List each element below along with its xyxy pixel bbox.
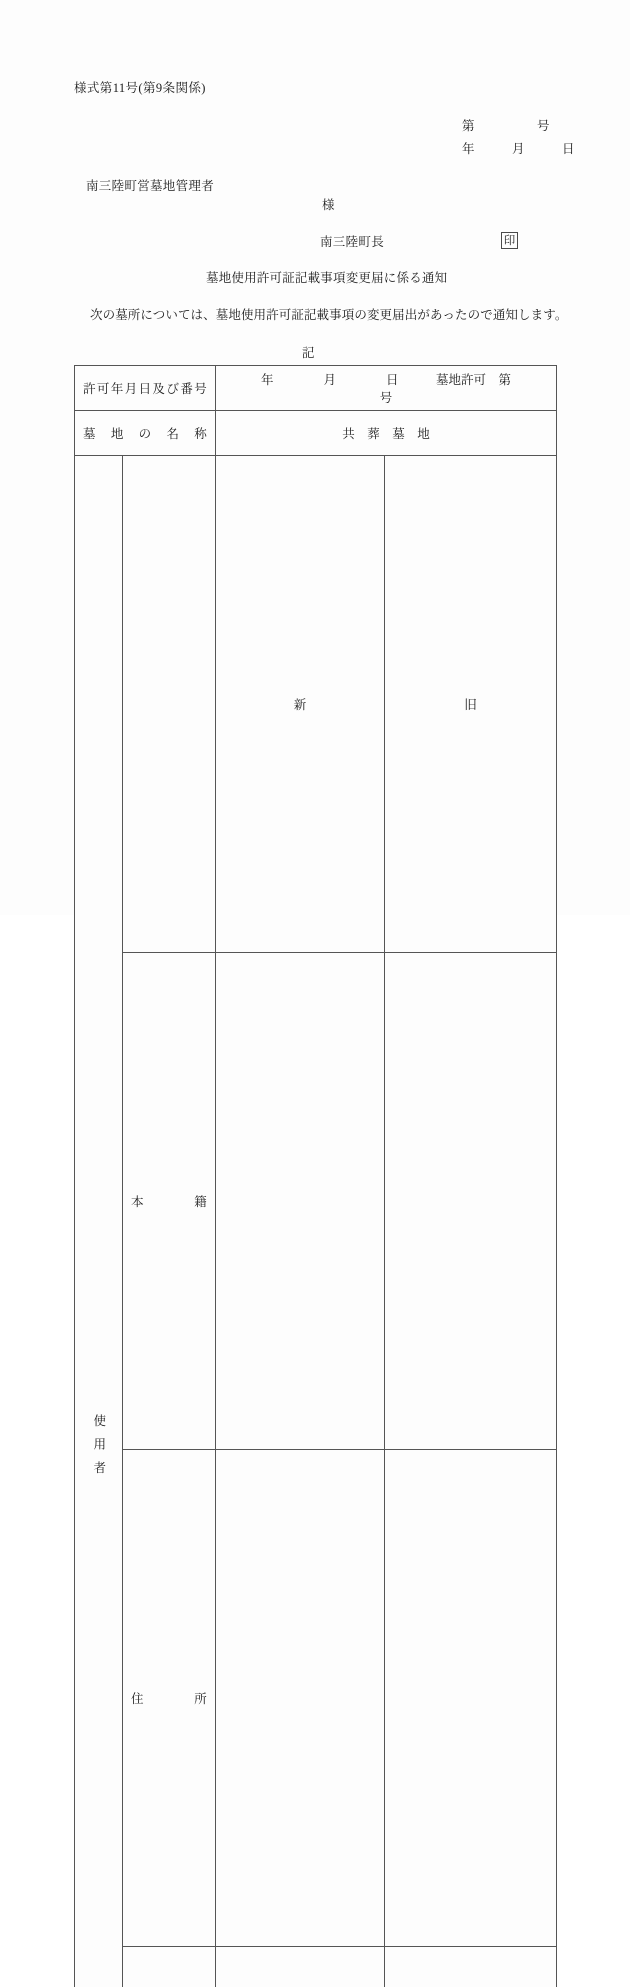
sender-title: 南三陸町長 — [320, 236, 384, 249]
column-header-old: 旧 — [385, 456, 557, 953]
table-row-cemetery-name — [75, 411, 557, 456]
value-cemetery-name[interactable]: 共 葬 墓 地 — [216, 411, 557, 456]
value-name-new[interactable] — [216, 1947, 385, 1987]
table-row-user-address — [75, 1450, 557, 1947]
table-row-permit — [75, 366, 557, 411]
value-name-old[interactable] — [385, 1947, 557, 1987]
document-page — [0, 0, 630, 915]
table-row-user-header — [75, 456, 557, 953]
label-cemetery-name: 墓地の名称 — [75, 411, 216, 456]
addressee-honorific: 様 — [322, 199, 335, 212]
user-header-spacer — [123, 456, 216, 953]
label-address: 住所 — [123, 1450, 216, 1947]
seal-stamp-icon: 印 — [501, 232, 518, 249]
label-honseki: 本籍 — [123, 953, 216, 1450]
value-address-old[interactable] — [385, 1450, 557, 1947]
form-number: 様式第11号(第9条関係) — [74, 82, 206, 95]
ki-marker: 記 — [302, 347, 315, 360]
addressee: 南三陸町営墓地管理者 — [86, 180, 214, 193]
notification-table — [74, 365, 557, 1987]
value-honseki-old[interactable] — [385, 953, 557, 1450]
table-row-user-name — [75, 1947, 557, 1987]
page-title: 墓地使用許可証記載事項変更届に係る通知 — [206, 272, 447, 285]
value-permit[interactable]: 年 月 日 墓地許可 第 号 — [216, 366, 557, 411]
table-row-user-honseki — [75, 953, 557, 1450]
value-honseki-new[interactable] — [216, 953, 385, 1450]
label-user: 使用者 — [75, 456, 123, 1987]
value-address-new[interactable] — [216, 1450, 385, 1947]
label-name — [123, 1947, 216, 1987]
label-permit: 許可年月日及び番号 — [75, 366, 216, 411]
column-header-new: 新 — [216, 456, 385, 953]
body-paragraph: 次の墓所については、墓地使用許可証記載事項の変更届出があったので通知します。 — [90, 309, 567, 322]
document-number-line: 第 号 — [462, 120, 550, 133]
document-date-line: 年 月 日 — [462, 143, 575, 156]
